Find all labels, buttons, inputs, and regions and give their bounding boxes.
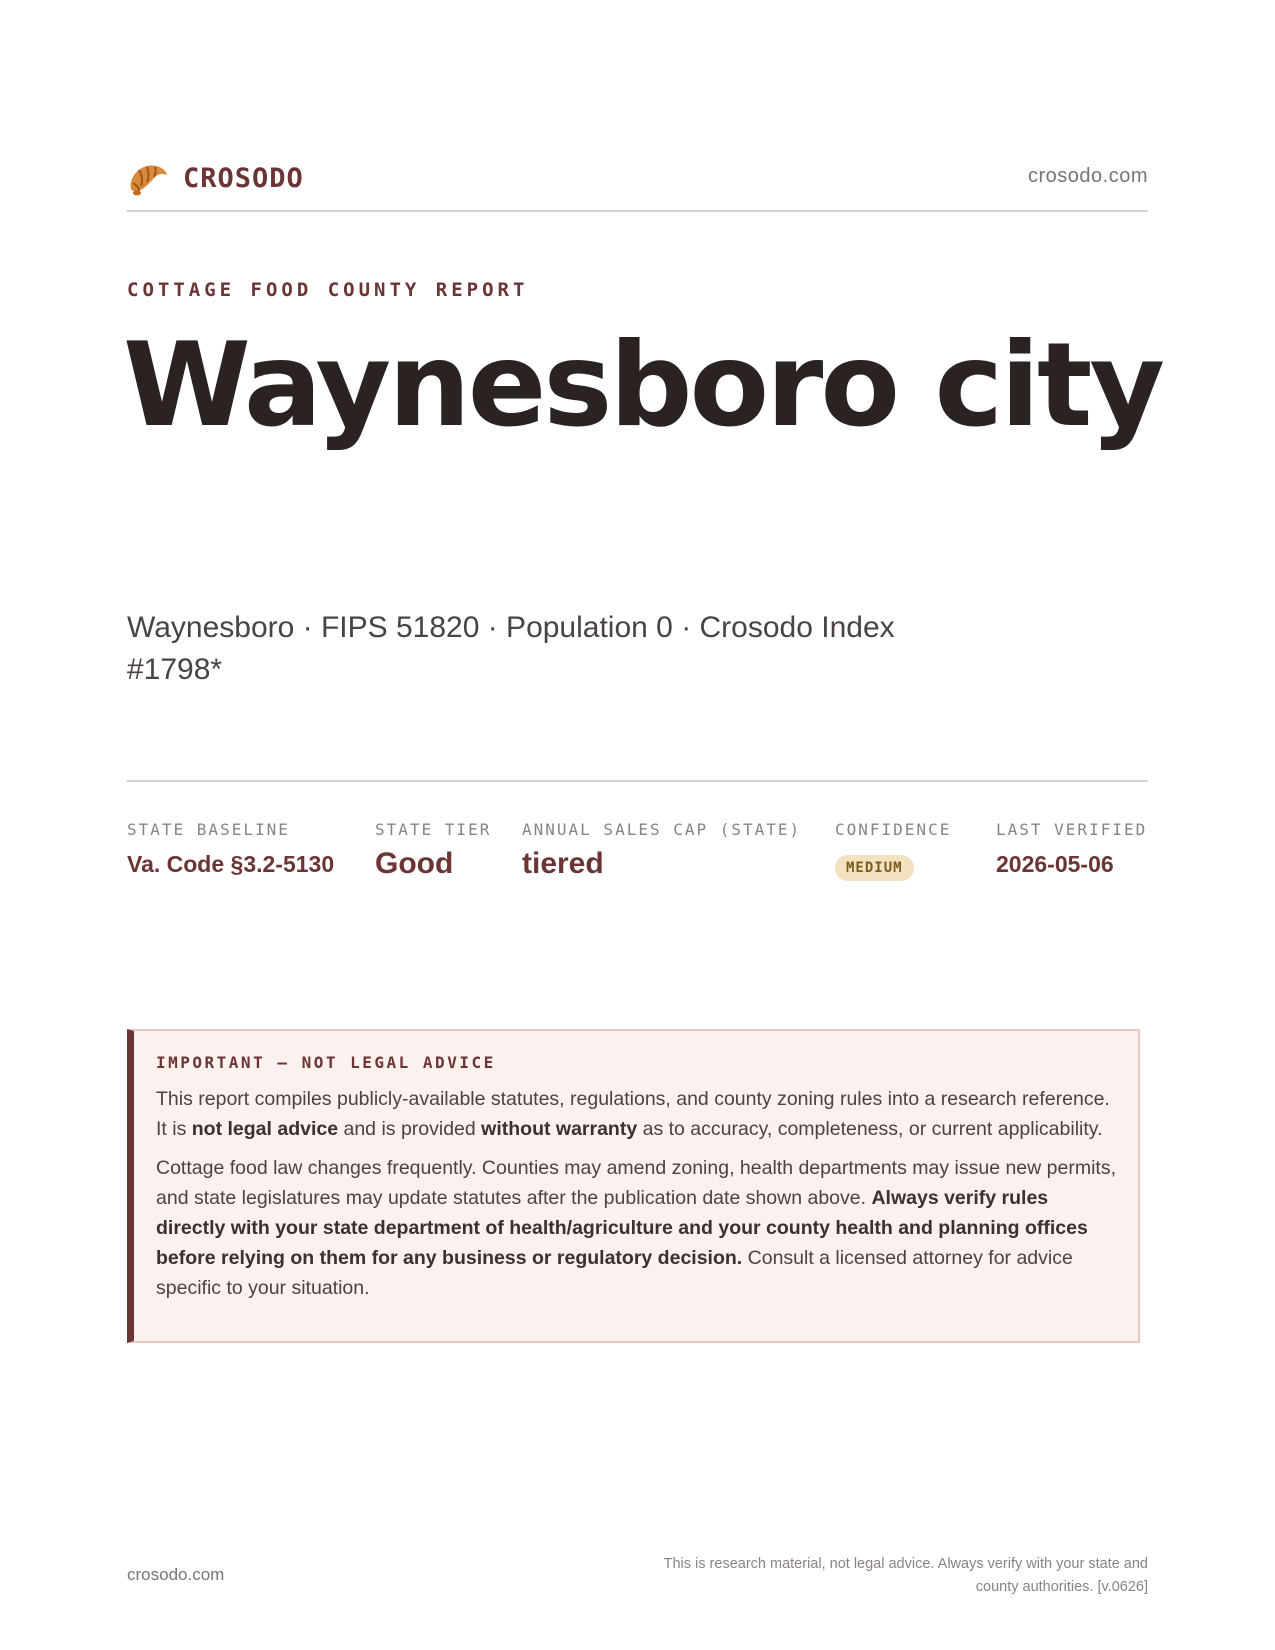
brand-logo[interactable]	[127, 159, 304, 197]
page-header	[127, 155, 1148, 212]
notice-paragraph-1: This report compiles publicly-available statutes, regulations, and county zoning rules into a research reference. It is not legal advice and is provided without warranty as to accuracy, completeness, or current applicability.	[156, 1088, 1110, 1140]
stat-value: 2026-05-06	[996, 851, 1114, 877]
stat-state-baseline	[127, 820, 334, 878]
footer-site-url[interactable]: crosodo.com	[127, 1565, 225, 1584]
notice-paragraph-2: Cottage food law changes frequently. Counties may amend zoning, health departments may issue new permits, and state legislatures may update statutes after the publication date shown above. Always verify rules directly with your state department of health/agriculture and your county health and planning offices before relying on them for any business or regulatory decision. Consult a licensed attorney for advice specific to your situation.	[156, 1157, 1116, 1299]
stat-value: Va. Code §3.2-5130	[127, 851, 335, 877]
stat-value: Good	[375, 847, 454, 880]
stat-label: LAST VERIFIED	[996, 820, 1148, 839]
report-eyebrow: COTTAGE FOOD COUNTY REPORT	[127, 279, 529, 301]
stat-last-verified	[996, 820, 1147, 878]
stat-confidence	[835, 820, 951, 881]
notice-title: IMPORTANT — NOT LEGAL ADVICE	[156, 1053, 496, 1072]
stat-label: STATE BASELINE	[127, 820, 290, 839]
footer-disclaimer: This is research material, not legal advice. Always verify with your state and county authorities. [v.0626]	[663, 1556, 1148, 1595]
legal-notice	[127, 1029, 1140, 1343]
brand-name: CROSODO	[183, 162, 304, 194]
report-subtitle: Waynesboro · FIPS 51820 · Population 0 · Crosodo Index #1798*	[127, 611, 895, 686]
stat-value: tiered	[522, 847, 604, 880]
section-divider	[127, 780, 1148, 782]
report-page	[123, 0, 1163, 1650]
stat-label: ANNUAL SALES CAP (STATE)	[522, 820, 802, 839]
page-title: Waynesboro city	[123, 318, 1163, 453]
croissant-icon	[127, 159, 169, 197]
stat-sales-cap	[522, 820, 801, 881]
stat-label: CONFIDENCE	[835, 820, 952, 839]
site-url[interactable]: crosodo.com	[1028, 165, 1148, 187]
stat-label: STATE TIER	[375, 820, 492, 839]
status-badge: MEDIUM	[835, 855, 914, 881]
stat-state-tier	[375, 820, 491, 881]
